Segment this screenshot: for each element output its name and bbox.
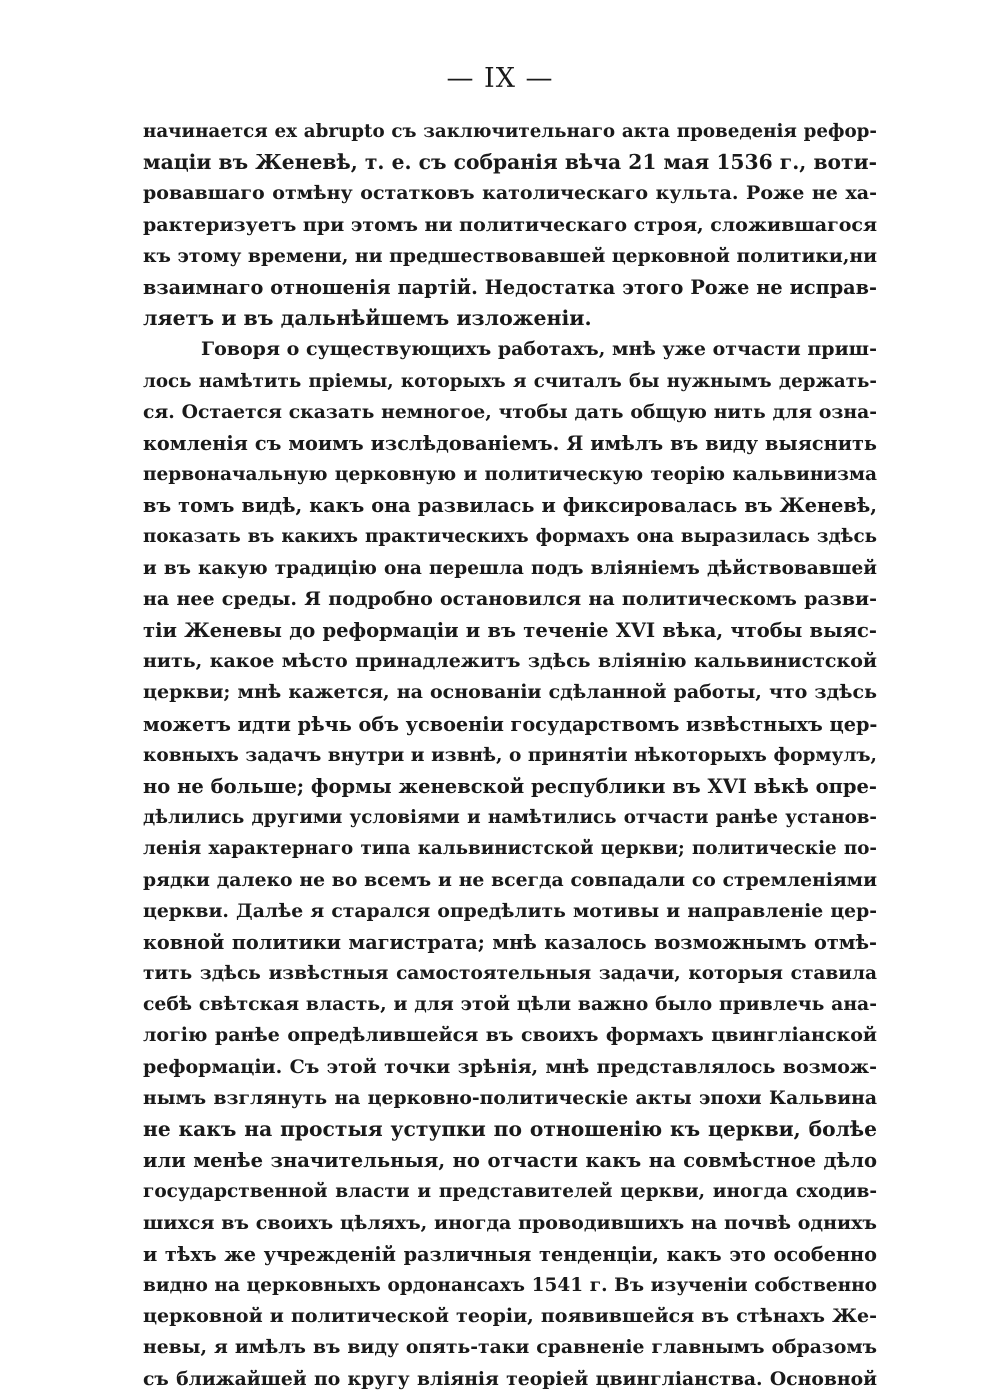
text-line: себѣ свѣтская власть, и для этой цѣли важно было привлечь ана- xyxy=(143,993,877,1016)
text-line: на нее среды. Я подробно остановился на политическомъ разви- xyxy=(143,587,877,610)
text-line: государственной власти и представителей церкви, иногда сходив- xyxy=(143,1181,877,1203)
text-line: съ ближайшей по кругу вліянія теоріей цвингліанства. Основной xyxy=(143,1367,877,1390)
text-line: первоначальную церковную и политическую теорію кальвинизма xyxy=(143,464,877,486)
text-line: видно на церковныхъ ордонансахъ 1541 г. Въ изученіи собственно xyxy=(143,1274,877,1296)
body-text xyxy=(143,116,877,1395)
page-number: — IX — xyxy=(446,63,554,94)
text-line: но не больше; формы женевской республики въ XVI вѣкѣ опре- xyxy=(143,774,877,798)
text-line: показать въ какихъ практическихъ формахъ она выразилась здѣсь xyxy=(143,526,877,548)
text-line: ровавшаго отмѣну остатковъ католическаго культа. Роже не ха- xyxy=(143,182,877,205)
text-line: и тѣхъ же учрежденій различныя тенденціи, какъ это особенно xyxy=(143,1242,877,1266)
text-line: ся. Остается сказать немногое, чтобы дать общую нить для озна- xyxy=(143,400,877,423)
text-line: ковной политики магистрата; мнѣ казалось возможнымъ отмѣ- xyxy=(143,930,877,954)
text-line: нымъ взглянуть на церковно-политическіе акты эпохи Кальвина xyxy=(143,1086,877,1109)
text-line: церкви; мнѣ кажется, на основаніи сдѣланной работы, что здѣсь xyxy=(143,681,877,704)
text-line: не какъ на простыя уступки по отношенію къ церкви, болѣе xyxy=(143,1117,877,1141)
text-line: шихся въ своихъ цѣляхъ, иногда проводившихъ на почвѣ однихъ xyxy=(143,1211,877,1234)
text-line: маціи въ Женевѣ, т. е. съ собранія вѣча 21 мая 1536 г., воти- xyxy=(143,150,877,175)
text-line: въ томъ видѣ, какъ она развилась и фиксировалась въ Женевѣ, xyxy=(143,494,877,518)
text-line: комленія съ моимъ изслѣдованіемъ. Я имѣлъ въ виду выяснить xyxy=(143,431,877,455)
text-line: нить, какое мѣсто принадлежитъ здѣсь вліянію кальвинистской xyxy=(143,650,877,673)
text-line: и въ какую традицію она перешла подъ вліяніемъ дѣйствовавшей xyxy=(143,557,877,579)
text-line: ковныхъ задачъ внутри и извнѣ, о принятіи нѣкоторыхъ формулъ, xyxy=(143,744,877,766)
text-line: къ этому времени, ни предшествовавшей церковной политики,ни xyxy=(143,244,877,267)
text-line: тіи Женевы до реформаціи и въ теченіе XVI вѣка, чтобы выяс- xyxy=(143,619,877,642)
paragraph-end-line: ляетъ и въ дальнѣйшемъ изложеніи. xyxy=(143,306,592,331)
paragraph-start-line: Говоря о существующихъ работахъ, мнѣ уже отчасти приш- xyxy=(201,338,877,361)
text-line: церкви. Далѣе я старался опредѣлить мотивы и направленіе цер- xyxy=(143,899,877,922)
text-line: можетъ идти рѣчь объ усвоеніи государствомъ извѣстныхъ цер- xyxy=(143,712,878,736)
text-line: ленія характернаго типа кальвинистской церкви; политическіе по- xyxy=(143,838,877,860)
text-line: реформаціи. Съ этой точки зрѣнія, мнѣ представлялось возмож- xyxy=(143,1055,877,1078)
text-line: лось намѣтить пріемы, которыхъ я считалъ бы нужнымъ держать- xyxy=(143,370,877,392)
text-line: или менѣе значительныя, но отчасти какъ на совмѣстное дѣло xyxy=(143,1149,877,1173)
text-line: взаимнаго отношенія партій. Недостатка этого Роже не исправ- xyxy=(143,275,877,299)
text-line: дѣлились другими условіями и намѣтились отчасти ранѣе установ- xyxy=(143,807,877,829)
text-line: начинается ex abrupto съ заключительнаго акта проведенія рефор- xyxy=(143,121,877,142)
text-line: церковной и политической теоріи, появившейся въ стѣнахъ Же- xyxy=(143,1305,877,1328)
text-line: невы, я имѣлъ въ виду опять-таки сравненіе главнымъ образомъ xyxy=(143,1336,877,1359)
text-line: рактеризуетъ при этомъ ни политическаго строя, сложившагося xyxy=(143,213,877,236)
text-line: рядки далеко не во всемъ и не всегда совпадали со стремленіями xyxy=(143,868,877,891)
text-line: логію ранѣе опредѣлившейся въ своихъ формахъ цвингліанской xyxy=(143,1024,877,1047)
text-line: тить здѣсь извѣстныя самостоятельныя задачи, которыя ставила xyxy=(143,963,877,985)
